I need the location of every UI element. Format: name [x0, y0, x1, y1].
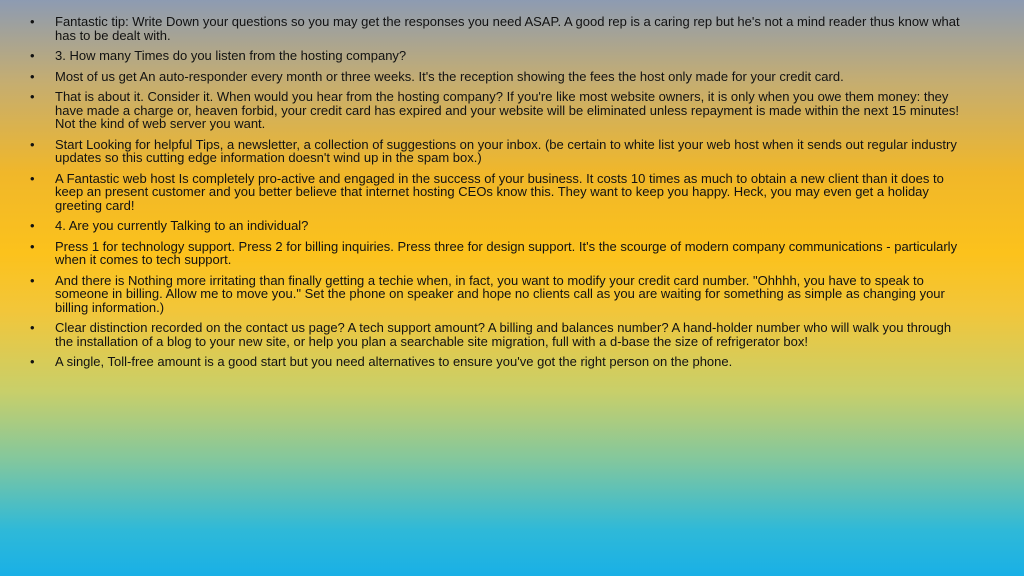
bullet-text: A Fantastic web host Is completely pro-active and engaged in the success of your business. It costs 10 times as much to obtain a new client than it does to keep an present customer and you better believe that internet hosting CEOs know this. They want to keep you happy. Heck, you may even get a holiday greeting card!: [55, 170, 944, 213]
bullet-item: [30, 355, 965, 369]
bullet-text: And there is Nothing more irritating than finally getting a techie when, in fact, you want to modify your credit card number. "Ohhhh, you have to speak to someone in billing. Allow me to move you." Set the phone on speaker and hope no clients call as you are waiting for something as simple as changing your billing information.): [55, 272, 945, 315]
bullet-marker: •: [30, 14, 35, 29]
bullet-text: Clear distinction recorded on the contact us page? A tech support amount? A billing and balances number? A hand-holder number who will walk you through the installation of a blog to your new site, or help you plan a searchable site migration, full with a d-base the size of refrigerator box!: [55, 320, 952, 349]
bullet-marker: •: [30, 136, 35, 152]
bullet-marker: •: [30, 354, 35, 369]
bullet-text: Start Looking for helpful Tips, a newsletter, a collection of suggestions on your inbox. (be certain to white list your web host when it sends out regular industry updates so this cutting edge information doesn't wind up in the spam box.): [55, 136, 957, 165]
bullet-marker: •: [30, 218, 35, 233]
bullet-item: [30, 70, 965, 84]
bullet-item: [30, 90, 965, 131]
bullet-text: That is about it. Consider it. When would you hear from the hosting company? If you're like most website owners, it is only when you owe them money: they have made a charge or, heaven forbid, your credit card has expired and your website will be eliminated unless repayment is made within the next 15 minutes! Not the kind of web server you want.: [55, 89, 959, 131]
bullet-marker: •: [30, 89, 35, 104]
bullet-item: [30, 274, 965, 315]
bullet-text: 4. Are you currently Talking to an individual?: [55, 218, 309, 233]
bullet-marker: •: [30, 320, 35, 335]
bullet-marker: •: [30, 48, 35, 63]
bullet-marker: •: [30, 238, 35, 254]
bullet-list: [30, 15, 965, 376]
bullet-item: [30, 172, 965, 213]
bullet-marker: •: [30, 68, 35, 84]
bullet-text: A single, Toll-free amount is a good start but you need alternatives to ensure you've got the right person on the phone.: [55, 354, 733, 369]
bullet-marker: •: [30, 170, 35, 186]
bullet-text: Fantastic tip: Write Down your questions so you may get the responses you need ASAP. A good rep is a caring rep but he's not a mind reader thus know what has to be dealt with.: [55, 14, 960, 43]
bullet-item: [30, 240, 965, 267]
bullet-item: [30, 15, 965, 42]
bullet-text: Press 1 for technology support. Press 2 for billing inquiries. Press three for design support. It's the scourge of modern company communications - particularly when it comes to tech support.: [55, 238, 958, 267]
bullet-item: [30, 219, 965, 233]
bullet-item: [30, 49, 965, 63]
bullet-text: 3. How many Times do you listen from the hosting company?: [55, 48, 407, 63]
bullet-item: [30, 138, 965, 165]
bullet-marker: •: [30, 272, 35, 288]
bullet-text: Most of us get An auto-responder every month or three weeks. It's the reception showing the fees the host only made for your credit card.: [55, 68, 844, 84]
bullet-item: [30, 321, 965, 348]
